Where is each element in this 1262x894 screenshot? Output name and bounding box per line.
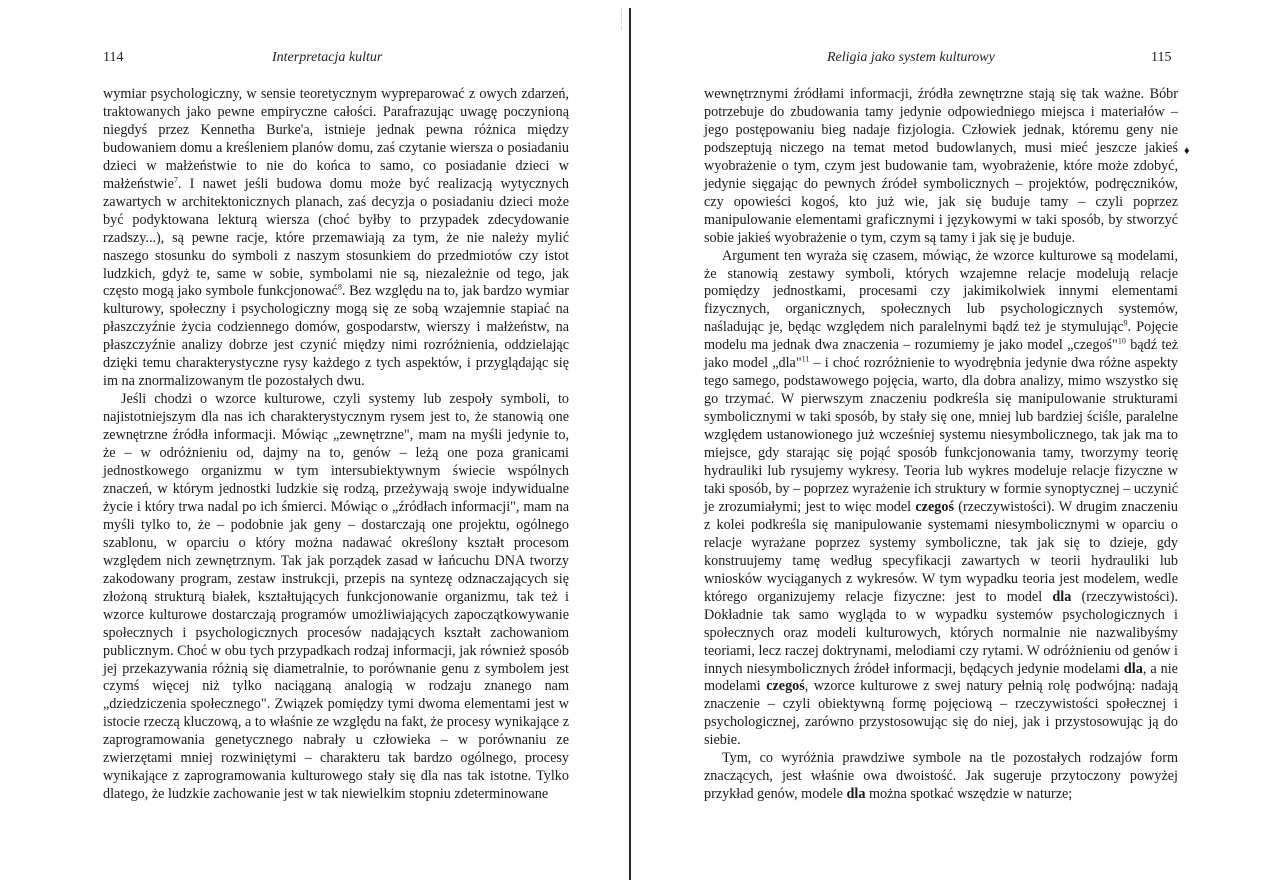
paragraph — [103, 391, 569, 804]
text-run: . Pojęcie modelu ma jednak dwa znaczenia – rozumiemy je jako model „czegoś" — [704, 319, 1178, 354]
footnote-ref: 7 — [173, 175, 178, 185]
text-run: można spotkać wszędzie w naturze; — [865, 786, 1073, 803]
page-number: 114 — [103, 50, 124, 65]
bold-term: dla — [846, 786, 866, 803]
running-head: Religia jako system kulturowy — [827, 50, 995, 65]
paragraph — [103, 86, 569, 391]
footnote-ref: 8 — [337, 282, 342, 292]
text-run: Argument ten wyraża się czasem, mówiąc, że wzorce kulturowe są modelami, że stanowią zestawy symboli, których wzajemne relacje modelują relacje pomiędzy jednostkami, procesami czy jakimikolwiek innymi elementami fizycznych, organicznych, społecznych lub psychologicznych systemów, naśladując je, będąc względem nich paralelnymi bądź też je stymulując — [704, 247, 1178, 336]
footnote-ref: 11 — [801, 354, 810, 364]
body-text — [103, 86, 569, 804]
bold-term: dla — [1123, 660, 1143, 677]
text-run: – i choć rozróżnienie to wyodrębnia jedynie dwa różne aspekty tego samego, podstawowego pojęcia, warto, dla dobra analizy, mimo wszystko się go trzymać. W pierwszym znaczeniu podkreśla się manipulowanie strukturami symbolicznymi w taki sposób, by stały się one, mniej lub bardziej ściśle, paralelne względem ustanowionego już wcześniej systemu niesymbolicznego, tak jak ma to miejsce, gdy starając się pojąć sposób funkcjonowania tamy, tworzymy teorię hydrauliki lub rysujemy wykresy. Teoria lub wykres modeluje relacje fizyczne w taki sposób, by – poprzez wyrażenie ich struktury w formie synoptycznej – uczynić je zrozumiałymi; jest to więc model — [704, 355, 1179, 515]
footnote-ref: 9 — [1123, 318, 1128, 328]
running-head: Interpretacja kultur — [272, 50, 383, 65]
right-page — [631, 0, 1262, 894]
text-run: , wzorce kulturowe z swej natury pełnią rolę podwójną: nadają znaczenie – czyli obiektywną formę pojęciową – rzeczywistości społecznej i psychologicznej, zarówno przystosowując się do niej, jak i przystosowując ją do siebie. — [704, 678, 1178, 749]
bold-term: czegoś — [766, 678, 805, 695]
text-run: Jeśli chodzi o wzorce kulturowe, czyli systemy lub zespoły symboli, to najistotniejszym dla nas ich charakterystycznym rysem jest to, że stanowią one zewnętrzne źródła informacji. Mówiąc „zewnętrzne", mam na myśli jedynie to, że – w odróżnieniu od, dajmy na to, genów – leżą one poza granicami jednostkowego organizmu w tym intersubiektywnym świecie wspólnych znaczeń, w którym jednostki ludzkie się rodzą, przeżywają swoje indywidualne życie i który trwa nadal po ich śmierci. Mówiąc o „źródłach informacji", mam na myśli tylko to, że – podobnie jak geny – dostarczają one projektu, ogólnego szablonu, w oparciu o który można nadawać określony kształt procesom względem nich zewnętrznym. Tak jak porządek zasad w łańcuchu DNA tworzy zakodowany program, zestaw instrukcji, przepis na syntezę odznaczających się złożoną strukturą białek, kształtujących funkcjonowanie organizmu, tak też i wzorce kulturowe dostarczają programów umożliwiających zapoczątkowywanie społecznych i psychologicznych procesów nadających kształt zachowaniom publicznym. Choć w obu tych przypadkach rodzaj informacji, jak również sposób jej przekazywania różnią się diametralnie, to porównanie genu z symbolem jest czymś więcej niż tylko naciąganą analogią w rodzaju znanego nam „dziedziczenia społecznego". Związek pomiędzy tymi dwoma elementami jest w istocie rzeczą kluczową, a to właśnie ze względu na fakt, że procesy wynikające z zaprogramowania genetycznego nabrały u człowieka – w porównaniu ze zwierzętami mniej rozwiniętymi – charakteru tak bardzo ogólnego, procesy wynikające z zaprogramowania kulturowego stały się dla nas tak istotne. Tylko dlatego, że ludzkie zachowanie jest w tak niewielkim stopniu zdeterminowane — [103, 391, 569, 803]
text-run: (rzeczywistości). W drugim znaczeniu z kolei podkreśla się manipulowanie systemami niesymbolicznymi w oparciu o relacje wyrażane poprzez systemy symboliczne, tak jak się to dzieje, gdy konstruujemy tamę według specyfikacji zawartych w teorii hydrauliki lub wniosków wyciąganych z wykresów. W tym wypadku teoria jest modelem, wedle którego organizujemy relacje fizyczne: jest to model — [704, 498, 1178, 605]
text-run: Tym, co wyróżnia prawdziwe symbole na tle pozostałych rodzajów form znaczących, jest właśnie owa dwoistość. Jak sugeruje przytoczony powyżej przykład genów, modele — [704, 750, 1178, 803]
text-run: wewnętrznymi źródłami informacji, źródła zewnętrzne stają się tak ważne. Bóbr potrzebuje do zbudowania tamy jedynie odpowiedniego miejsca i materiałów – jego postępowaniu bieg nadaje fizjologia. Człowiek jednak, któremu geny nie podszeptują niczego na temat metod budowlanych, musi mieć jeszcze jakieś wyobrażenie o tym, czym jest budowanie tam, wyobrażenie, które może zdobyć, jedynie sięgając do pewnych źródeł symbolicznych – projektów, podręczników, czy opowieści kogoś, kto już wie, jak się buduje tamy – czyli poprzez manipulowanie elementami graficznymi i językowymi w taki sposób, by stworzyć sobie jakieś wyobrażenie o tym, czym są tamy i jak się je buduje. — [704, 86, 1178, 246]
text-run: bądź też jako model „dla" — [704, 337, 1178, 372]
paragraph — [704, 248, 1178, 751]
footnote-ref: 10 — [1117, 336, 1126, 346]
text-run: (rzeczywistości). Dokładnie tak samo wygląda to w wypadku systemów psychologicznych i społecznych oraz modeli kulturowych, których normalnie nie nazwalibyśmy teoriami, lecz raczej doktrynami, melodiami czy rytami. W odróżnieniu od genów i innych niesymbolicznych źródeł informacji, będących jedynie modelami — [704, 588, 1178, 677]
page-number: 115 — [1151, 50, 1172, 65]
bold-term: dla — [1052, 588, 1072, 605]
left-page — [0, 0, 629, 894]
text-run: wymiar psychologiczny, w sensie teoretycznym wypreparować z owych zdarzeń, traktowanych jako pewne empiryczne całości. Parafrazując uwagę poczynioną niegdyś przez Kennetha Burke'a, istnieje jednak pewna różnica między budowaniem domu a kreśleniem planów domu, zaś czytanie wiersza o posiadaniu dzieci w małżeństwie to nie do końca to samo, co posiadanie dzieci w małżeństwie — [103, 86, 569, 192]
paragraph — [704, 750, 1178, 804]
text-run: , a nie modelami — [704, 660, 1178, 695]
text-run: . I nawet jeśli budowa domu może być realizacją wytycznych zawartych w architektonicznych planach, zaś decyzja o posiadaniu dzieci może być podyktowana lekturą wiersza (choć byłby to przypadek zdecydowanie rzadszy...), są pewne racje, które przemawiają za tym, że nie należy mylić naszego stosunku do symboli z naszym stosunkiem do przedmiotów czy istot ludzkich, gdyż te, same w sobie, symbolami nie są, niezależnie od tego, jak często mogą jako symbole funkcjonować — [103, 175, 569, 300]
body-text — [704, 86, 1178, 804]
margin-mark-icon: ♦ — [1184, 145, 1190, 157]
paragraph — [704, 86, 1178, 248]
bold-term: czegoś — [915, 498, 954, 515]
text-run: . Bez względu na to, jak bardzo wymiar kulturowy, społeczny i psychologiczny mogą się ze sobą wzajemnie stapiać na płaszczyźnie życia codziennego domów, gospodarstw, wierszy i małżeństw, na płaszczyźnie analizy dobrze jest czynić między nimi rozróżnienia, oddzielając dzięki temu charakterystyczne rysy każdego z tych aspektów, i przyglądając się im na znormalizowanym tle pozostałych dwu. — [103, 283, 569, 390]
